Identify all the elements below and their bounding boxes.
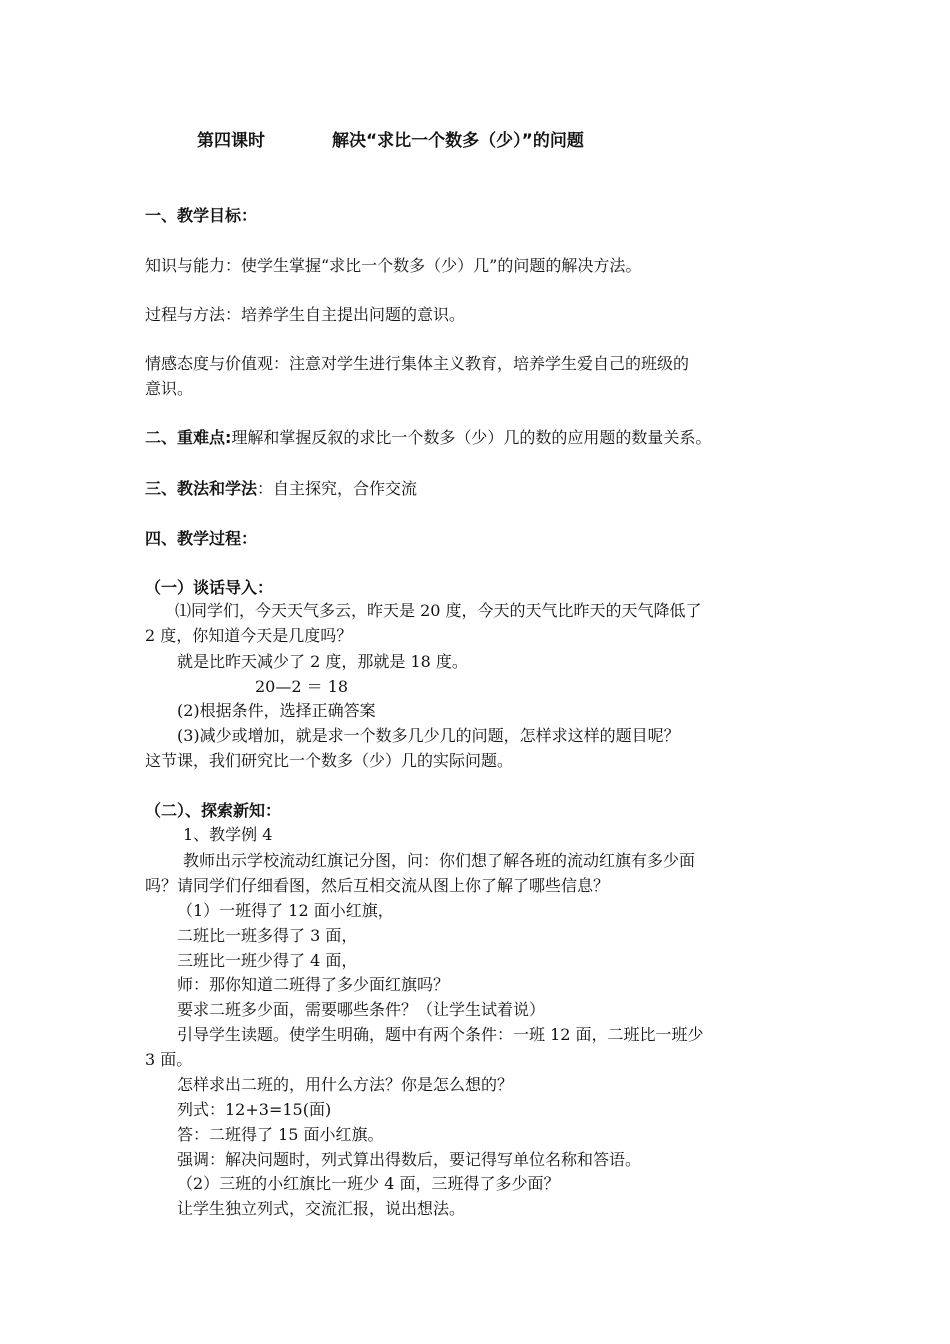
part2-line: （1）一班得了 12 面小红旗， (177, 901, 394, 920)
part2-line: （2）三班的小红旗比一班少 4 面，三班得了多少面？ (177, 1174, 560, 1193)
part1-line: (2)根据条件，选择正确答案 (177, 701, 376, 720)
part1-line: (3)减少或增加，就是求一个数多几少几的问题，怎样求这样的题目呢？ (177, 726, 680, 745)
lesson-topic: 解决“求比一个数多（少）”的问题 (332, 131, 584, 151)
part2-line: 吗？请同学们仔细看图，然后互相交流从图上你了解了哪些信息？ (145, 876, 610, 895)
part2-line: 三班比一班少得了 4 面， (177, 951, 358, 970)
key-points (145, 425, 817, 450)
objective-attitude-line1: 情感态度与价值观：注意对学生进行集体主义教育，培养学生爱自己的班级的 (145, 354, 690, 373)
part2-line: 二班比一班多得了 3 面， (177, 926, 358, 945)
part2-line: 师：那你知道二班得了多少面红旗吗？ (177, 975, 450, 994)
part1-line: 2 度，你知道今天是几度吗？ (145, 626, 353, 645)
objective-process: 过程与方法：培养学生自主提出问题的意识。 (145, 305, 466, 324)
part2-line: 让学生独立列式，交流汇报，说出想法。 (177, 1199, 466, 1218)
part2-line: 引导学生读题。使学生明确，题中有两个条件：一班 12 面，二班比一班少 (177, 1025, 704, 1044)
part1-line: 这节课，我们研究比一个数多（少）几的实际问题。 (145, 751, 514, 770)
objective-knowledge: 知识与能力：使学生掌握“求比一个数多（少）几”的问题的解决方法。 (145, 256, 642, 275)
part1-equation: 20—2 ＝ 18 (255, 677, 349, 696)
objective-attitude-line2: 意识。 (145, 379, 194, 398)
section-heading-key-points: 二、重难点: (145, 428, 232, 447)
section-heading-process: 四、教学过程： (145, 529, 258, 548)
part2-heading: （二）、探索新知： (145, 801, 282, 820)
part2-line: 答：二班得了 15 面小红旗。 (177, 1125, 384, 1144)
part2-line: 要求二班多少面，需要哪些条件？（让学生试着说） (177, 1000, 546, 1019)
section-heading-methods: 三、教法和学法 (145, 479, 258, 498)
methods (145, 476, 817, 501)
part2-line: 1、教学例 4 (183, 825, 273, 844)
part2-line: 怎样求出二班的，用什么方法？你是怎么想的？ (177, 1075, 514, 1094)
lesson-number: 第四课时 (197, 131, 265, 151)
section-heading-objectives: 一、教学目标： (145, 206, 258, 225)
methods-text: ：自主探究，合作交流 (257, 479, 418, 498)
key-points-text: 理解和掌握反叙的求比一个数多（少）几的数的应用题的数量关系。 (231, 428, 712, 447)
part2-line: 教师出示学校流动红旗记分图，问：你们想了解各班的流动红旗有多少面 (183, 851, 696, 870)
part1-line: 就是比昨天减少了 2 度，那就是 18 度。 (177, 652, 468, 671)
part2-line: 3 面。 (145, 1050, 193, 1069)
part2-line: 强调：解决问题时，列式算出得数后，要记得写单位名称和答语。 (177, 1150, 642, 1169)
part2-line: 列式：12+3=15(面) (177, 1100, 332, 1119)
part1-line: ⑴同学们，今天天气多云，昨天是 20 度，今天的天气比昨天的天气降低了 (175, 601, 702, 620)
part1-heading: （一）谈话导入： (145, 578, 274, 597)
